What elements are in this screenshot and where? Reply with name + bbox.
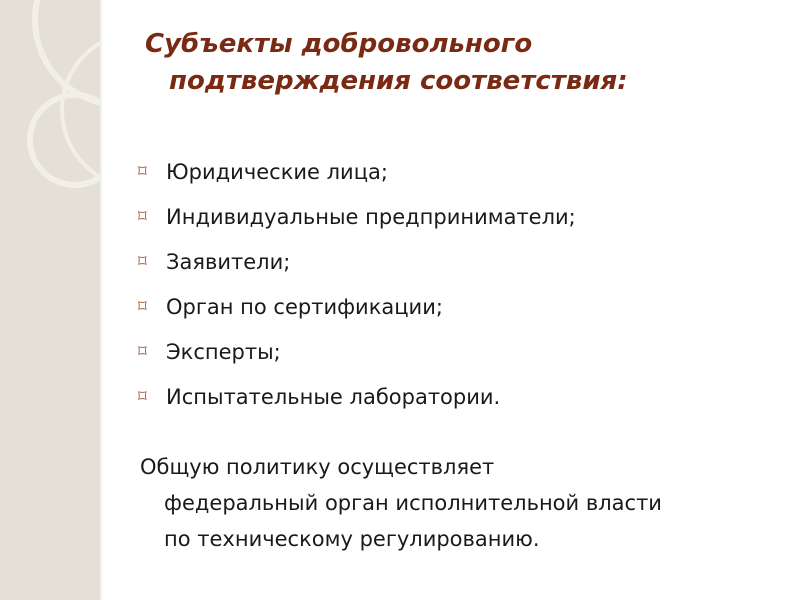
list-item <box>138 195 576 240</box>
title-line-2: подтверждения соответствия: <box>169 66 628 96</box>
list-item <box>138 150 576 195</box>
list-item-text: Юридические лица; <box>166 160 388 184</box>
decorative-circles-icon <box>0 0 100 600</box>
decorative-side-panel <box>0 0 100 600</box>
list-item-text: Испытательные лаборатории. <box>166 385 501 409</box>
list-item <box>138 330 576 375</box>
closing-line-1: Общую политику осуществляет <box>140 455 495 479</box>
list-item-text: Орган по сертификации; <box>166 295 443 319</box>
list-item-text: Заявители; <box>166 250 291 274</box>
list-item <box>138 240 576 285</box>
closing-paragraph <box>140 449 780 557</box>
closing-line-3: по техническому регулированию. <box>164 527 540 551</box>
bullet-marker-icon: ⌑ <box>138 297 147 317</box>
title-line-1: Субъекты добровольного <box>145 29 533 59</box>
list-item <box>138 375 576 420</box>
list-item <box>138 285 576 330</box>
bullet-marker-icon: ⌑ <box>138 342 147 362</box>
side-divider <box>100 0 102 600</box>
list-item-text: Индивидуальные предприниматели; <box>166 205 576 229</box>
closing-line-2: федеральный орган исполнительной власти <box>164 491 662 515</box>
bullet-list <box>138 150 576 420</box>
list-item-text: Эксперты; <box>166 340 281 364</box>
bullet-marker-icon: ⌑ <box>138 387 147 407</box>
slide-title <box>145 26 765 100</box>
bullet-marker-icon: ⌑ <box>138 207 147 227</box>
bullet-marker-icon: ⌑ <box>138 162 147 182</box>
bullet-marker-icon: ⌑ <box>138 252 147 272</box>
